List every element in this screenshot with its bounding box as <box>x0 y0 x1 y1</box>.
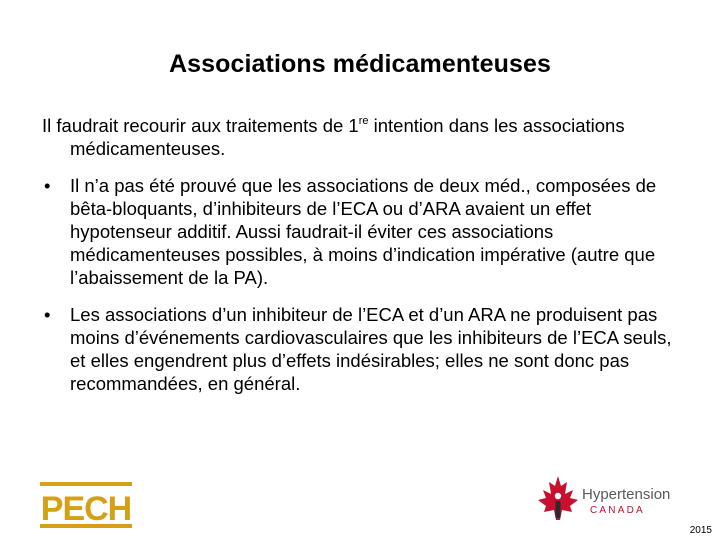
bullet-item <box>42 174 682 289</box>
intro-paragraph <box>42 114 682 160</box>
year-label: 2015 <box>689 525 712 536</box>
slide-title: Associations médicamenteuses <box>168 50 552 78</box>
bullet-text: Il n’a pas été prouvé que les associations de deux méd., composées de bêta-bloquants, d’inhibiteurs de l’ECA ou d’ARA avaient un effet hypotenseur additif. Aussi faudrait-il éviter ces associations médicamenteuses possibles, à moins d’indication impérative (autre que l’abaissement de la PA). <box>70 175 657 288</box>
bullet-item <box>42 303 682 395</box>
intro-text-start: Il faudrait recourir aux traitements de 1 <box>42 115 359 136</box>
bullet-marker: • <box>44 304 51 325</box>
svg-text:PECH: PECH <box>40 490 132 528</box>
slide-body <box>42 114 682 409</box>
intro-superscript: re <box>358 115 369 127</box>
hypertension-name: Hypertension <box>582 486 671 503</box>
hypertension-sub: CANADA <box>590 505 645 516</box>
maple-leaf-icon <box>530 470 586 530</box>
intro-text-end: intention dans les associations médicamenteuses. <box>70 115 625 159</box>
bullet-text: Les associations d’un inhibiteur de l’ECA et d’un ARA ne produisent pas moins d’événements cardiovasculaires que les inhibiteurs de l’ECA seuls, et elles engendrent plus d’effets indésirables; elles ne sont donc pas recommandées, en général. <box>70 304 672 394</box>
bullet-marker: • <box>44 175 51 196</box>
hypertension-canada-logo <box>530 470 690 530</box>
pech-logo <box>40 482 132 528</box>
